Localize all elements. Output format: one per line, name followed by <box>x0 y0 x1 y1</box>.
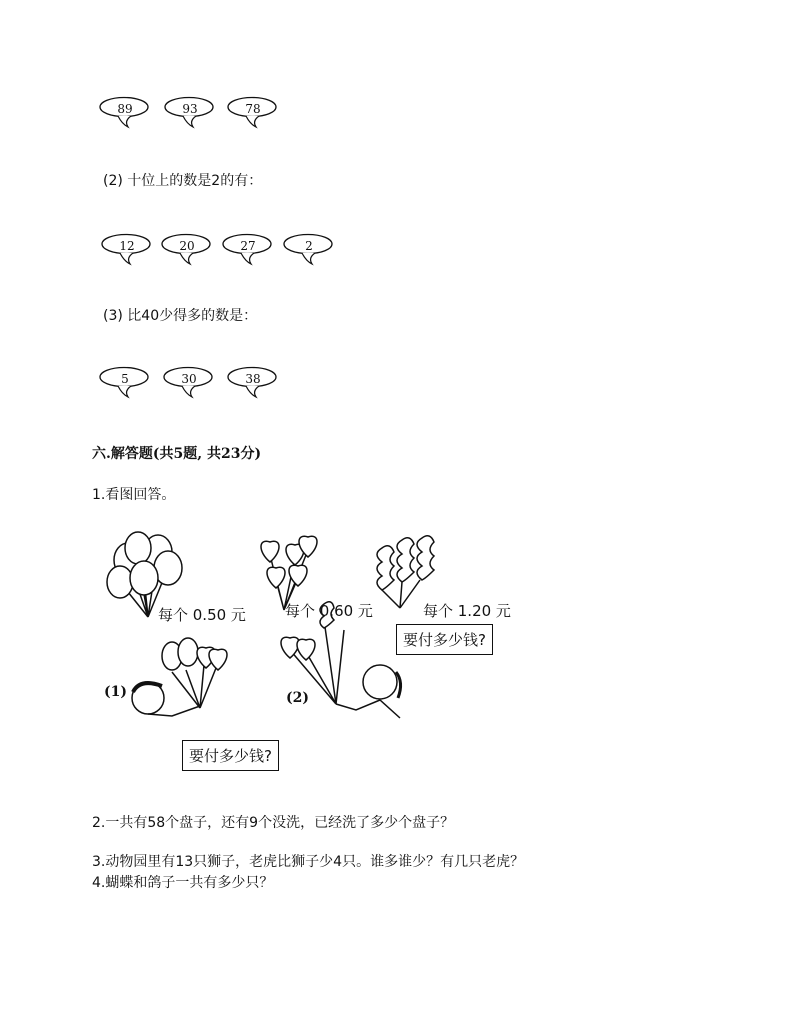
number-bubble <box>226 366 280 406</box>
question-3-label: (3) 比40少得多的数是： <box>103 308 258 324</box>
number-bubble <box>226 96 280 136</box>
number-bubble <box>163 96 217 136</box>
section-heading: 六.解答题(共5题, 共23分) <box>92 446 262 462</box>
bubble-number: 27 <box>240 239 256 253</box>
bubble-number: 5 <box>121 372 129 386</box>
wavy-balloons <box>377 536 434 608</box>
bubble-number: 30 <box>181 372 197 386</box>
heart-balloons <box>261 536 317 610</box>
bubble-number: 20 <box>179 239 195 253</box>
bubble-number: 89 <box>117 102 133 116</box>
number-bubble <box>221 233 275 273</box>
boy-figure <box>132 638 227 716</box>
problem-4-text: 4.蝴蝶和鸽子一共有多少只？ <box>92 875 274 891</box>
number-bubble <box>160 233 214 273</box>
figure-label-2: (2) <box>286 690 309 706</box>
figure-label-1: (1) <box>104 684 127 700</box>
price-wavy-balloon: 每个 1.20 元 <box>423 602 511 620</box>
problem-3-text: 3.动物园里有13只狮子，老虎比狮子少4只。谁多谁少？有几只老虎？ <box>92 854 525 870</box>
price-heart-balloon: 每个 0.60 元 <box>285 602 373 620</box>
number-bubble <box>282 233 336 273</box>
speech-bubble-top: 要付多少钱? <box>396 624 493 655</box>
bubble-number: 78 <box>245 102 261 116</box>
price-round-balloon: 每个 0.50 元 <box>158 606 246 624</box>
problem-2-text: 2.一共有58个盘子，还有9个没洗，已经洗了多少个盘子？ <box>92 815 455 831</box>
number-bubble <box>100 233 154 273</box>
balloon-illustration <box>100 520 530 790</box>
problem-1-text: 1.看图回答。 <box>92 487 176 503</box>
question-2-label: (2) 十位上的数是2的有： <box>103 173 263 189</box>
bubble-number: 2 <box>305 239 313 253</box>
number-bubble <box>98 96 152 136</box>
bubble-number: 93 <box>182 102 198 116</box>
number-bubble <box>162 366 216 406</box>
speech-bubble-bottom: 要付多少钱? <box>182 740 279 771</box>
number-bubble <box>98 366 152 406</box>
bubble-number: 38 <box>245 372 261 386</box>
bubble-number: 12 <box>119 239 135 253</box>
